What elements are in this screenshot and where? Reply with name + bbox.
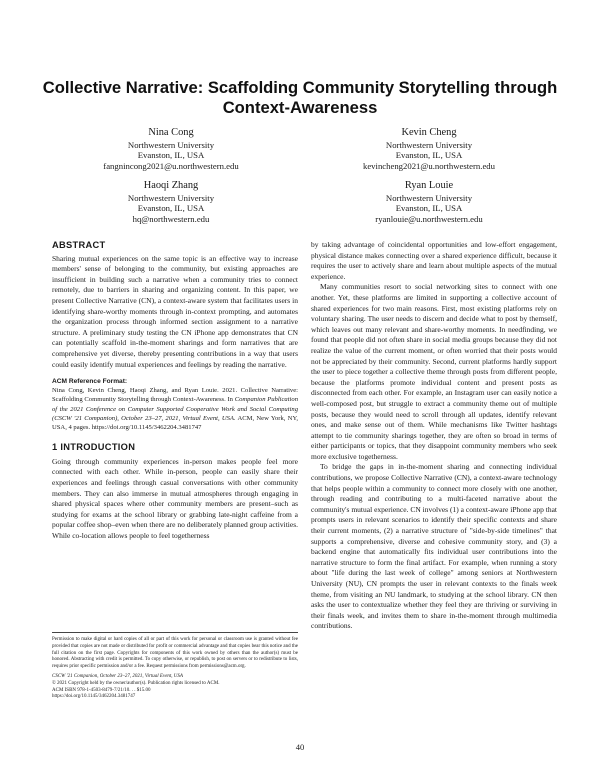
paper-title: Collective Narrative: Scaffolding Community Storytelling through Context-Awareness [42,78,558,117]
author-name: Nina Cong [148,127,194,138]
author-name: Ryan Louie [404,180,454,192]
isbn-line: ACM ISBN 978-1-4503-8479-7/21/10. . . $15.00 [52,687,151,693]
acm-reference-doi[interactable]: ACM, New York, NY, USA, 4 pages. https://doi.org/10.1145/3462204.3481747 [52,414,298,431]
page-number: 40 [295,742,305,752]
abstract-heading: ABSTRACT [52,240,106,250]
introduction-heading: 1 INTRODUCTION [52,442,136,453]
acm-reference-authors: Nina Cong, Kevin Cheng, Haoqi Zhang, and Ryan Louie. 2021. Collective Narrative: Scaffolding Community Storytelling through Context-Awareness. In [52,387,298,404]
author-affiliation: Northwestern University [127,192,215,203]
right-column [311,240,557,632]
body-paragraph: To bridge the gaps in in-the-moment sharing and connecting individual contributions, we propose Collective Narrative (CN), a context-aware technology that helps people within a community to connect more closely with one another, through reading and contributing to a multi-faceted narrative about the community's mutual experience. CN involves (1) a context-aware iPhone app that prompts users in relevant scenarios to identify their specific contexts and share their current moments, (2) a narrative structure of "side-by-side timelines" that supports a comprehensive, diverse and cohesive community story, and (3) a backend engine that automatically fits individual user contributions into the narrative structure to form the final artifact. For example, when running a story about "life during the last week of college" among seniors at Northwestern University (NU), CN prompts the user in relevant contexts to the finals week theme, from visiting an NU landmark, to studying at the school library. CN then asks the user to contextualize whether they feel they are thriving or surviving in their finals week, and invites them to share in-the-moment through multimedia contributions. [311,462,557,631]
author-card [52,180,290,224]
venue-line: CSCW '21 Companion, October 23–27, 2021, Virtual Event, USA [52,673,183,679]
author-location: Evanston, IL, USA [395,150,463,161]
author-location: Evanston, IL, USA [137,203,205,214]
author-block [52,127,548,225]
author-email[interactable]: fangnincong2021@u.northwestern.edu [103,160,239,171]
author-affiliation: Northwestern University [385,192,473,203]
body-paragraph: by taking advantage of coincidental opportunities and low-effort engagement, physical distance makes connecting over a shared experience difficult, because it requires the user to actively share and learn about multiple aspects of the mutual experience. [311,240,557,281]
introduction-paragraph: Going through community experiences in-person makes people feel more connected with each other. While in-person, people can easily share their experiences and feelings through casual conversations with other community members. They can also immerse in mutual atmospheres through engaging in shared physical spaces where other community members are present–such as studying for exams at the school library or grabbing late-night caffeine from a popular coffee shop–even when there are no deliberately planned group activities. While co-location allows people to feel togetherness [52,456,298,540]
author-name: Haoqi Zhang [143,180,199,192]
acm-reference [52,386,298,432]
author-location: Evanston, IL, USA [137,150,205,161]
author-card [310,127,548,171]
acm-reference-heading: ACM Reference Format: [52,378,128,386]
doi-link[interactable]: https://doi.org/10.1145/3462204.3481747 [52,694,136,700]
permission-notice: Permission to make digital or hard copies of all or part of this work for personal or classroom use is granted without fee provided that copies are not made or distributed for profit or commercial advantage and that copies bear this notice and the full citation on the first page. Copyrights for components of this work owned by others than the author(s) must be honored. Abstracting with credit is permitted. To copy otherwise, or republish, to post on servers or to redistribute to lists, requires prior specific permission and/or a fee. Request permissions from permissions@acm.org. [52,637,298,670]
author-email[interactable]: ryanlouie@u.northwestern.edu [375,213,483,224]
author-affiliation: Northwestern University [385,139,473,150]
author-name: Kevin Cheng [401,127,457,138]
acm-reference-venue: Companion Publication of the 2021 Conference on Computer Supported Cooperative Work and Social Computing (CSCW '21 Companion), October 23–27, 2021, Virtual Event, USA. [52,396,298,422]
body-paragraph: Many communities resort to social networking sites to connect with one another. Yet, these platforms are limited in supporting a collective account of shared experiences for two main reasons. First, most existing platforms rely on voluntary sharing. The user needs to discern and decide what to post by themself, which leaves out many relevant and share-worthy moments. In needfinding, we found that people did not often share in social media groups because they did not realize the value of the current moment, or often worried that their posts would not be appreciated by their community. Second, current platforms hardly support the user to piece together a collective theme through posts from different people, because the platforms promote individual content and present posts as disconnected from each other. For example, an Instagram user can easily notice a well-composed post, but struggle to extract a community theme out of multiple posts, because they would need to scroll through all updates, identify relevant ones, and make sense out of them. While mechanisms like Twitter hashtags attempt to tie community sharings together, they are often so broad in terms of either participants or topics, that they disappoint community members who seek more exclusive togetherness. [311,282,557,461]
abstract-text: Sharing mutual experiences on the same topic is an effective way to increase members' sense of belonging to the community, but existing approaches are insufficient in building such a narrative when a community tries to connect remotely, due to barriers in sharing and organizing content. In this paper, we present Collective Narrative (CN), a context-aware system that facilitates users in identifying share-worthy moments through in-context prompting, and automates the organization process through informed section assignment to a narrative structure. A preliminary study testing the CN iPhone app demonstrates that CN can potentially scaffold in-the-moment sharings and form narratives that are comprehensive yet diverse, thereby presenting contributions in a way that users could easily identify mutual experiences and feelings by reading the narrative. [52,253,298,369]
author-location: Evanston, IL, USA [395,203,463,214]
author-email[interactable]: kevincheng2021@u.northwestern.edu [362,160,495,171]
copyright-line: © 2021 Copyright held by the owner/author(s). Publication rights licensed to ACM. [52,680,220,686]
author-email[interactable]: hq@northwestern.edu [132,213,210,224]
author-card [52,127,290,171]
copyright-footnote [52,632,298,701]
author-affiliation: Northwestern University [127,139,215,150]
author-card [310,180,548,224]
left-column [52,240,298,541]
